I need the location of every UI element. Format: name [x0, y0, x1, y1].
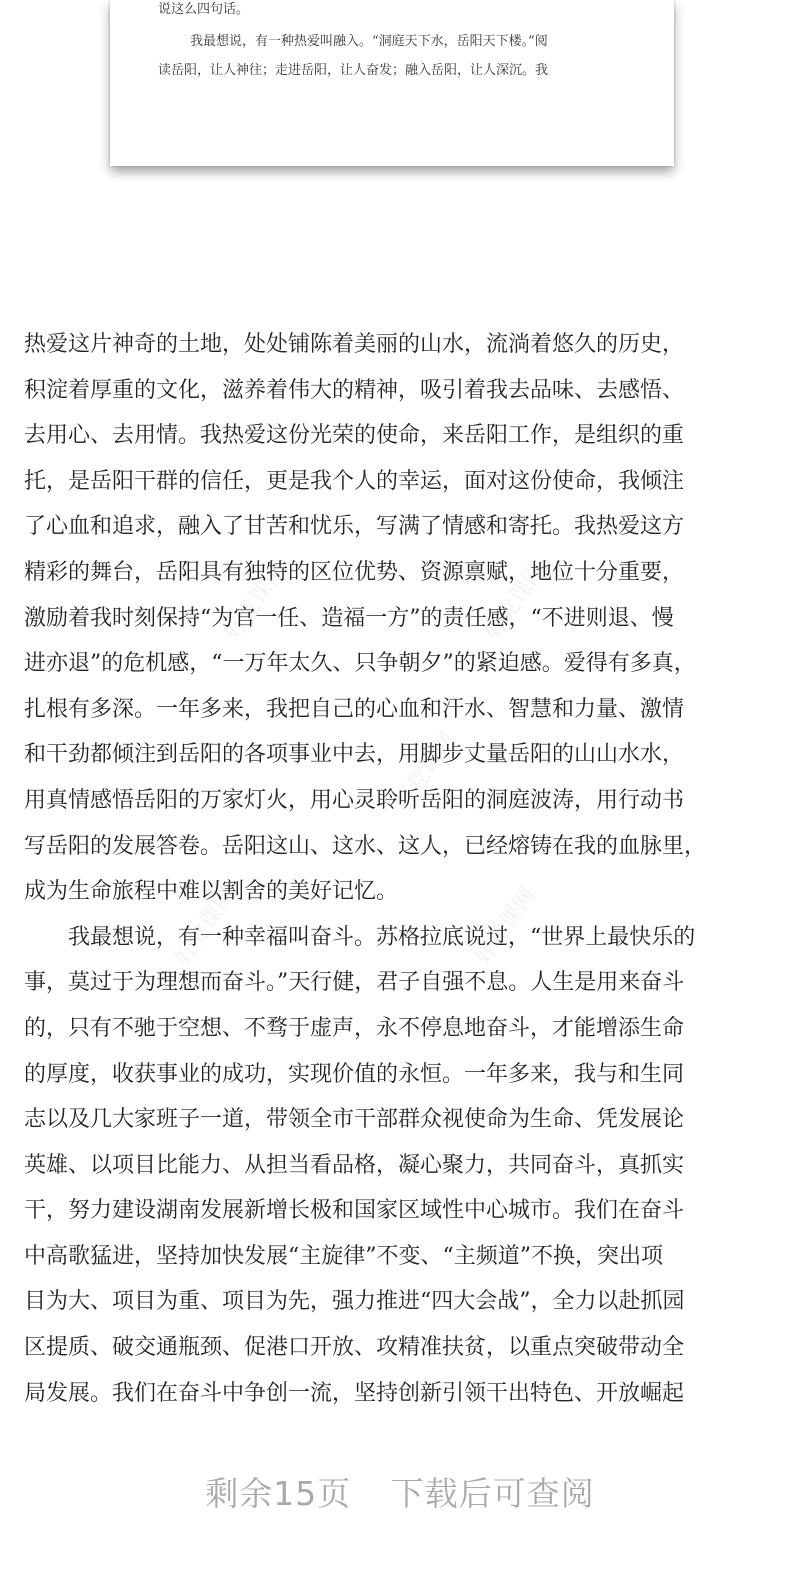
body-line: 激励着我时刻保持“为官一任、造福一方”的责任感，“不进则退、慢 — [24, 605, 674, 631]
body-line: 事，莫过于为理想而奋斗。”天行健，君子自强不息。人生是用来奋斗 — [24, 970, 685, 996]
body-line: 的厚度，收获事业的成功，实现价值的永恒。一年多来，我与和生同 — [24, 1061, 685, 1087]
body-line: 热爱这片神奇的土地，处处铺陈着美丽的山水，流淌着悠久的历史， — [24, 332, 685, 357]
body-line: 干，努力建设湖南发展新增长极和国家区域性中心城市。我们在奋斗 — [24, 1198, 685, 1224]
body-line: 的，只有不驰于空想、不骛于虚声，永不停息地奋斗，才能增添生命 — [24, 1015, 685, 1041]
watermark: 好党课网 — [220, 558, 292, 645]
document-body — [24, 322, 776, 1416]
watermark: 好党课网 — [170, 883, 242, 970]
body-line: 写岳阳的发展答卷。岳阳这山、这水、这人，已经熔铸在我的血脉里， — [24, 833, 707, 859]
body-line: 去用心、去用情。我热爱这份光荣的使命，来岳阳工作，是组织的重 — [24, 423, 685, 449]
body-line: 进亦退”的危机感，“一万年太久、只争朝夕”的紧迫感。爱得有多真， — [24, 651, 696, 677]
watermark: 好党课网 — [390, 728, 462, 815]
preview-line: 说这么四句话。 — [158, 2, 250, 17]
body-line: 我最想说，有一种幸福叫奋斗。苏格拉底说过，“世界上最快乐的 — [24, 924, 696, 950]
body-line: 用真情感悟岳阳的万家灯火，用心灵聆听岳阳的洞庭波涛，用行动书 — [24, 787, 685, 813]
body-line: 了心血和追求，融入了甘苦和忧乐，写满了情感和寄托。我热爱这方 — [24, 514, 685, 540]
watermark: 好党课网 — [470, 883, 542, 970]
body-line: 中高歌猛进，坚持加快发展“主旋律”不变、“主频道”不换，突出项 — [24, 1243, 663, 1269]
body-line: 英雄、以项目比能力、从担当看品格，凝心聚力，共同奋斗，真抓实 — [24, 1152, 685, 1178]
body-line: 扎根有多深。一年多来，我把自己的心血和汗水、智慧和力量、激情 — [24, 696, 685, 722]
watermark: 好党课网 — [480, 558, 552, 645]
body-line: 区提质、破交通瓶颈、促港口开放、攻精准扶贫，以重点突破带动全 — [24, 1335, 685, 1361]
preview-line: 读岳阳，让人神往；走进岳阳，让人奋发；融入岳阳，让人深沉。我 — [158, 63, 549, 78]
body-line: 积淀着厚重的文化，滋养着伟大的精神，吸引着我去品味、去感悟、 — [24, 377, 685, 403]
body-line: 和干劲都倾注到岳阳的各项事业中去，用脚步丈量岳阳的山山水水， — [24, 742, 685, 768]
body-line: 局发展。我们在奋斗中争创一流，坚持创新引领干出特色、开放崛起 — [24, 1380, 685, 1406]
body-line: 成为生命旅程中难以割舍的美好记忆。 — [24, 879, 399, 905]
page-preview-card — [110, 0, 674, 166]
body-line: 托，是岳阳干群的信任，更是我个人的幸运，面对这份使命，我倾注 — [24, 468, 685, 494]
body-line: 目为大、项目为重、项目为先，强力推进“四大会战”，全力以赴抓园 — [24, 1289, 685, 1315]
download-to-view-label: 下载后可查阅 — [390, 1474, 595, 1513]
download-prompt[interactable] — [0, 1468, 800, 1515]
body-line: 精彩的舞台，岳阳具有独特的区位优势、资源禀赋，地位十分重要， — [24, 559, 685, 585]
preview-line: 我最想说，有一种热爱叫融入。“洞庭天下水，岳阳天下楼。”阅 — [190, 34, 548, 49]
remaining-pages-label: 剩余15页 — [205, 1474, 352, 1513]
body-line: 志以及几大家班子一道，带领全市干部群众视使命为生命、凭发展论 — [24, 1107, 685, 1133]
